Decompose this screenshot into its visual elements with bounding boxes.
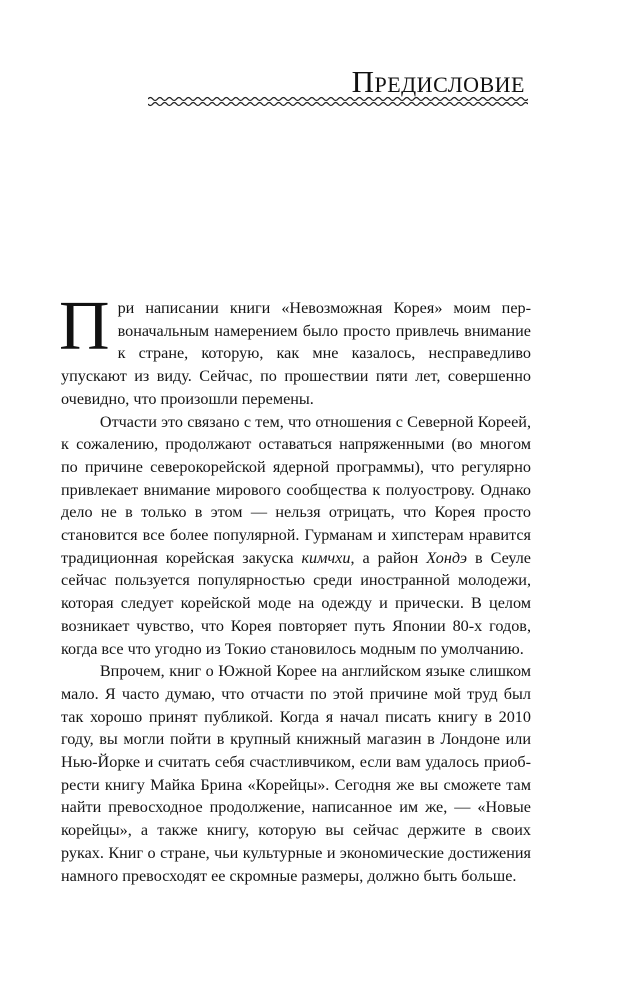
paragraph-2-text-b: , а район [350, 548, 427, 567]
paragraph-2-text-c: в Сеуле сейчас пользуется популярностью среди иностранной молодежи, которая следует корейской моде на одежду и прически. В целом возникает чувство, что Корея повторяет путь Японии 80-х годов, когда все что угодно из Токио становилось модным по умолчанию. [61, 548, 531, 658]
body-text [59, 288, 531, 887]
chapter-title: Предисловие [351, 64, 525, 99]
paragraph-1-text: ри написании книги «Невозможная Корея» моим первоначальным намерением было просто привлечь внимание к стране, которую, как мне казалось, несправедливо упускают из виду. Сейчас, по прошествии пяти лет, совершенно очевидно, что произошли перемены. [61, 299, 531, 408]
paragraph-2-text-a: Отчасти это связано с тем, что отношения с Северной Кореей, к сожалению, продолжают оставаться напряженными (во многом по причине северокорейской ядерной программы), что регулярно привлекает внимание мирового сообщества к полуострову. Однако дело не в только в этом — нельзя отрицать, что Корея просто становится все более популярной. Гурманам и хипстерам нравится традиционная корейская закуска [61, 412, 531, 567]
term-hongdae: Хондэ [426, 548, 468, 567]
wavy-divider [148, 95, 528, 109]
paragraph-1 [59, 288, 531, 411]
term-kimchi: кимчхи [301, 548, 351, 567]
paragraph-3: Впрочем, книг о Южной Корее на английском языке слишком мало. Я часто думаю, что отчасти по этой причине мой труд был так хорошо принят публикой. Когда я начал писать книгу в 2010 году, вы могли пойти в крупный книжный магазин в Лондоне или Нью-Йорке и считать себя счастливчиком, если вам удалось приобрести книгу Майка Брина «Корейцы». Сегодня же вы сможете там найти превосходное продолжение, написанное им же, — «Новые корейцы», а также книгу, которую вы сейчас держите в своих руках. Книг о стране, чьи культурные и экономические достижения намного превосходят ее скромные размеры, должно быть больше. [61, 662, 531, 885]
drop-cap: П [59, 288, 110, 365]
paragraph-2 [61, 411, 531, 661]
